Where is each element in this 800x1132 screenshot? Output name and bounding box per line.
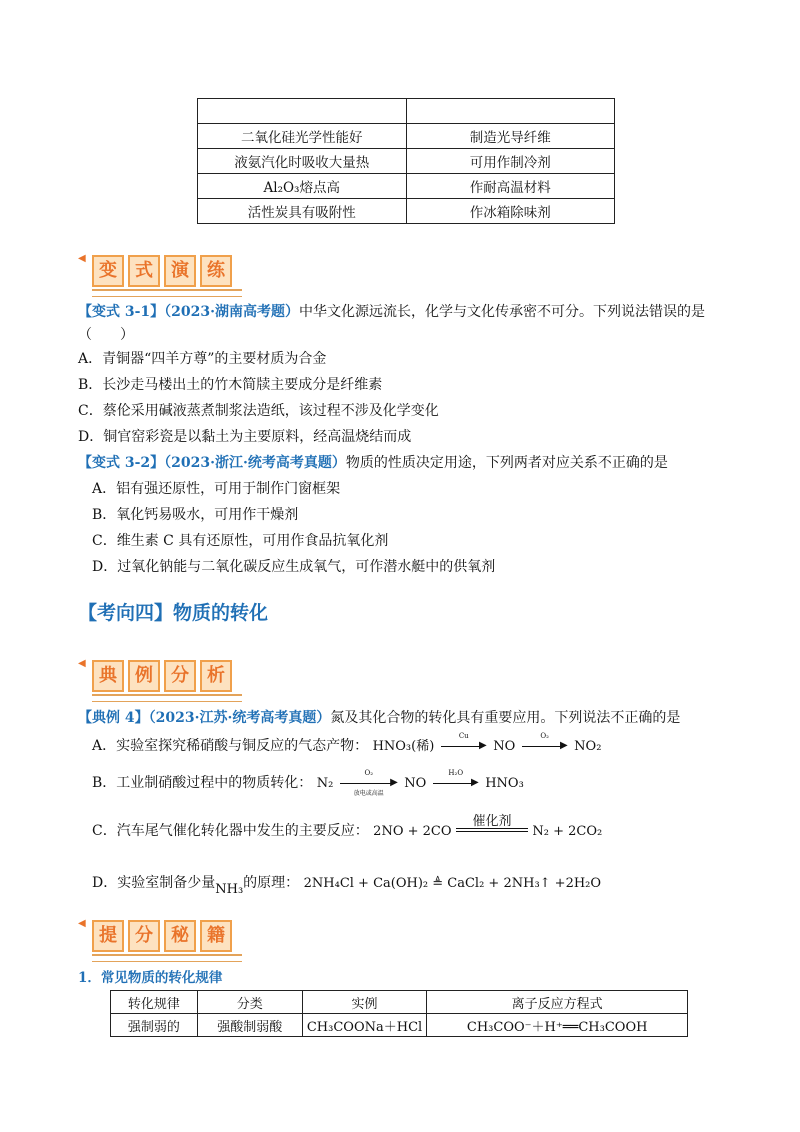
option-a: A．实验室探究稀硝酸与铜反应的气态产物： HNO₃(稀) Cu ▶ NO O₂ ▶ NO₂ <box>92 732 602 754</box>
table-row <box>198 124 615 149</box>
reaction-arrow: O₂ ▶ <box>522 741 568 751</box>
table-cell: CH₃COONa＋HCl <box>302 1014 427 1037</box>
column-header: 实例 <box>302 991 427 1014</box>
answer-paren: （ ） <box>78 327 134 343</box>
reaction-arrow: O₂ ▶ 放电或高温 <box>340 778 398 788</box>
table-row <box>198 174 615 199</box>
option: C．蔡伦采用碱液蒸煮制浆法造纸，该过程不涉及化学变化 <box>78 403 439 419</box>
table-row <box>111 1014 688 1037</box>
table-cell <box>406 99 615 124</box>
section-heading: 【考向四】物质的转化 <box>78 602 269 624</box>
conversion-rules-table <box>110 990 688 1037</box>
table-cell: 强制弱的 <box>111 1014 198 1037</box>
column-header: 分类 <box>197 991 302 1014</box>
banner-tips: ◀ 提 分 秘 籍 <box>92 920 236 956</box>
speaker-icon: ◀ <box>78 253 86 264</box>
reaction-arrow: H₂O ▶ <box>433 778 479 788</box>
option: B．长沙走马楼出土的竹木简牍主要成分是纤维素 <box>78 377 383 393</box>
option: D．铜官窑彩瓷是以黏土为主要原料，经高温烧结而成 <box>78 429 412 445</box>
option: C．维生素 C 具有还原性，可用作食品抗氧化剂 <box>92 533 389 549</box>
table-cell: 二氧化硅光学性能好 <box>198 124 407 149</box>
speaker-icon: ◀ <box>78 658 86 669</box>
question-3-1-stem: 【变式 3-1】（2023·湖南高考题）中华文化源远流长，化学与文化传承密不可分。下列说法错误的是 <box>78 304 706 320</box>
option-d: D．实验室制备少量NH₃的原理： 2NH₄Cl + Ca(OH)₂ ≜ CaCl₂ + 2NH₃↑ +2H₂O <box>92 875 602 897</box>
table-cell: 活性炭具有吸附性 <box>198 199 407 224</box>
option-b: B．工业制硝酸过程中的物质转化： N₂ O₂ ▶ 放电或高温 NO H₂O ▶ HNO₃ <box>92 769 524 797</box>
table-cell: CH₃COO⁻＋H⁺══CH₃COOH <box>427 1014 688 1037</box>
table-row <box>198 99 615 124</box>
table-cell: Al₂O₃熔点高 <box>198 174 407 199</box>
option: A．青铜器“四羊方尊”的主要材质为合金 <box>78 351 327 367</box>
banner-underline <box>92 954 242 962</box>
column-header: 离子反应方程式 <box>427 991 688 1014</box>
table-cell <box>198 99 407 124</box>
table-cell: 作耐高温材料 <box>406 174 615 199</box>
option: B．氧化钙易吸水，可用作干燥剂 <box>92 507 299 523</box>
table-cell: 可用作制冷剂 <box>406 149 615 174</box>
speaker-icon: ◀ <box>78 918 86 929</box>
question-4-stem: 【典例 4】（2023·江苏·统考高考真题）氮及其化合物的转化具有重要应用。下列说法不正确的是 <box>78 710 681 726</box>
question-3-2-stem: 【变式 3-2】（2023·浙江·统考高考真题）物质的性质决定用途，下列两者对应关系不正确的是 <box>78 455 668 471</box>
banner-variant-practice: ◀ 变 式 演 练 <box>92 255 236 291</box>
table-cell: 液氨汽化时吸收大量热 <box>198 149 407 174</box>
table-cell: 制造光导纤维 <box>406 124 615 149</box>
table-row <box>198 199 615 224</box>
table-header-row <box>111 991 688 1014</box>
column-header: 转化规律 <box>111 991 198 1014</box>
tip-heading: 1．常见物质的转化规律 <box>78 970 223 986</box>
option-c: C．汽车尾气催化转化器中发生的主要反应： 2NO + 2CO 催化剂 N₂ + 2CO₂ <box>92 814 603 839</box>
table-cell: 作冰箱除味剂 <box>406 199 615 224</box>
banner-example-analysis: ◀ 典 例 分 析 <box>92 660 236 696</box>
option: A．铝有强还原性，可用于制作门窗框架 <box>92 481 341 497</box>
option: D．过氧化钠能与二氧化碳反应生成氧气，可作潜水艇中的供氧剂 <box>92 559 496 575</box>
catalyst-equals: 催化剂 <box>456 826 528 836</box>
table-row <box>198 149 615 174</box>
banner-underline <box>92 694 242 702</box>
property-use-table <box>197 98 615 224</box>
banner-underline <box>92 289 242 297</box>
table-cell: 强酸制弱酸 <box>197 1014 302 1037</box>
reaction-arrow: Cu ▶ <box>441 741 487 751</box>
